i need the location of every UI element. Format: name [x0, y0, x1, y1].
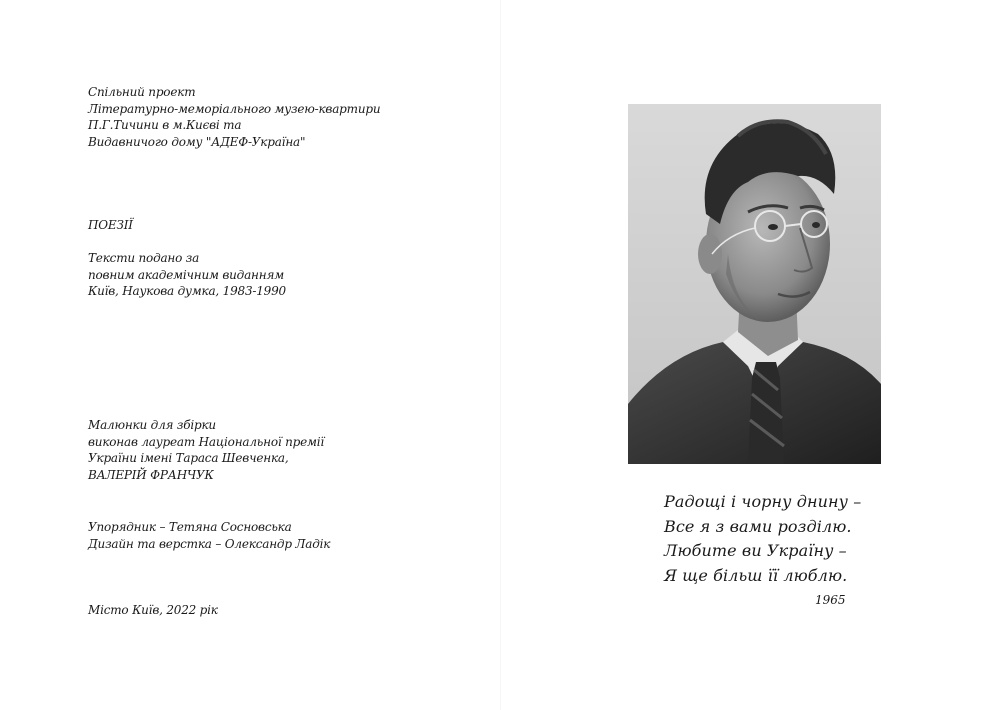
poem-line: Любите ви Україну – — [664, 541, 847, 560]
texts-source-line: Київ, Наукова думка, 1983-1990 — [88, 284, 286, 298]
texts-source-line: Тексти подано за — [88, 251, 200, 265]
texts-source-line: повним академічним виданням — [88, 267, 284, 282]
section-title-block — [88, 217, 133, 234]
drawings-line: виконав лауреат Національної премії — [88, 434, 325, 449]
drawings-line: ВАЛЕРІЙ ФРАНЧУК — [88, 467, 214, 482]
poem-line: Все я з вами розділю. — [664, 516, 852, 536]
credit-line: Упорядник – Тетяна Сосновська — [88, 520, 292, 534]
portrait-photo — [628, 104, 881, 464]
drawings-line: Малюнки для збірки — [88, 418, 216, 432]
portrait-image — [628, 104, 881, 464]
imprint — [88, 602, 218, 619]
section-title: ПОЕЗІЇ — [88, 218, 133, 232]
project-info — [88, 84, 380, 150]
poem-line: Я ще більш її люблю. — [664, 565, 848, 585]
project-line: П.Г.Тичини в м.Києві та — [88, 118, 242, 132]
texts-source — [88, 250, 286, 300]
project-line: Літературно-меморіального музею-квартири — [88, 101, 381, 116]
poem-line: Радощі і чорну днину – — [664, 492, 862, 511]
poem — [664, 490, 861, 588]
poem-year: 1965 — [815, 593, 846, 607]
drawings-line: України імені Тараса Шевченка, — [88, 451, 289, 465]
credits — [88, 519, 330, 552]
credit-line: Дизайн та верстка – Олександр Ладік — [88, 536, 331, 551]
project-line: Спільний проект — [88, 85, 196, 99]
drawings-credit — [88, 417, 324, 483]
city-year: Місто Київ, 2022 рік — [88, 603, 218, 617]
project-line: Видавничого дому "АДЕФ-Україна" — [88, 134, 306, 149]
